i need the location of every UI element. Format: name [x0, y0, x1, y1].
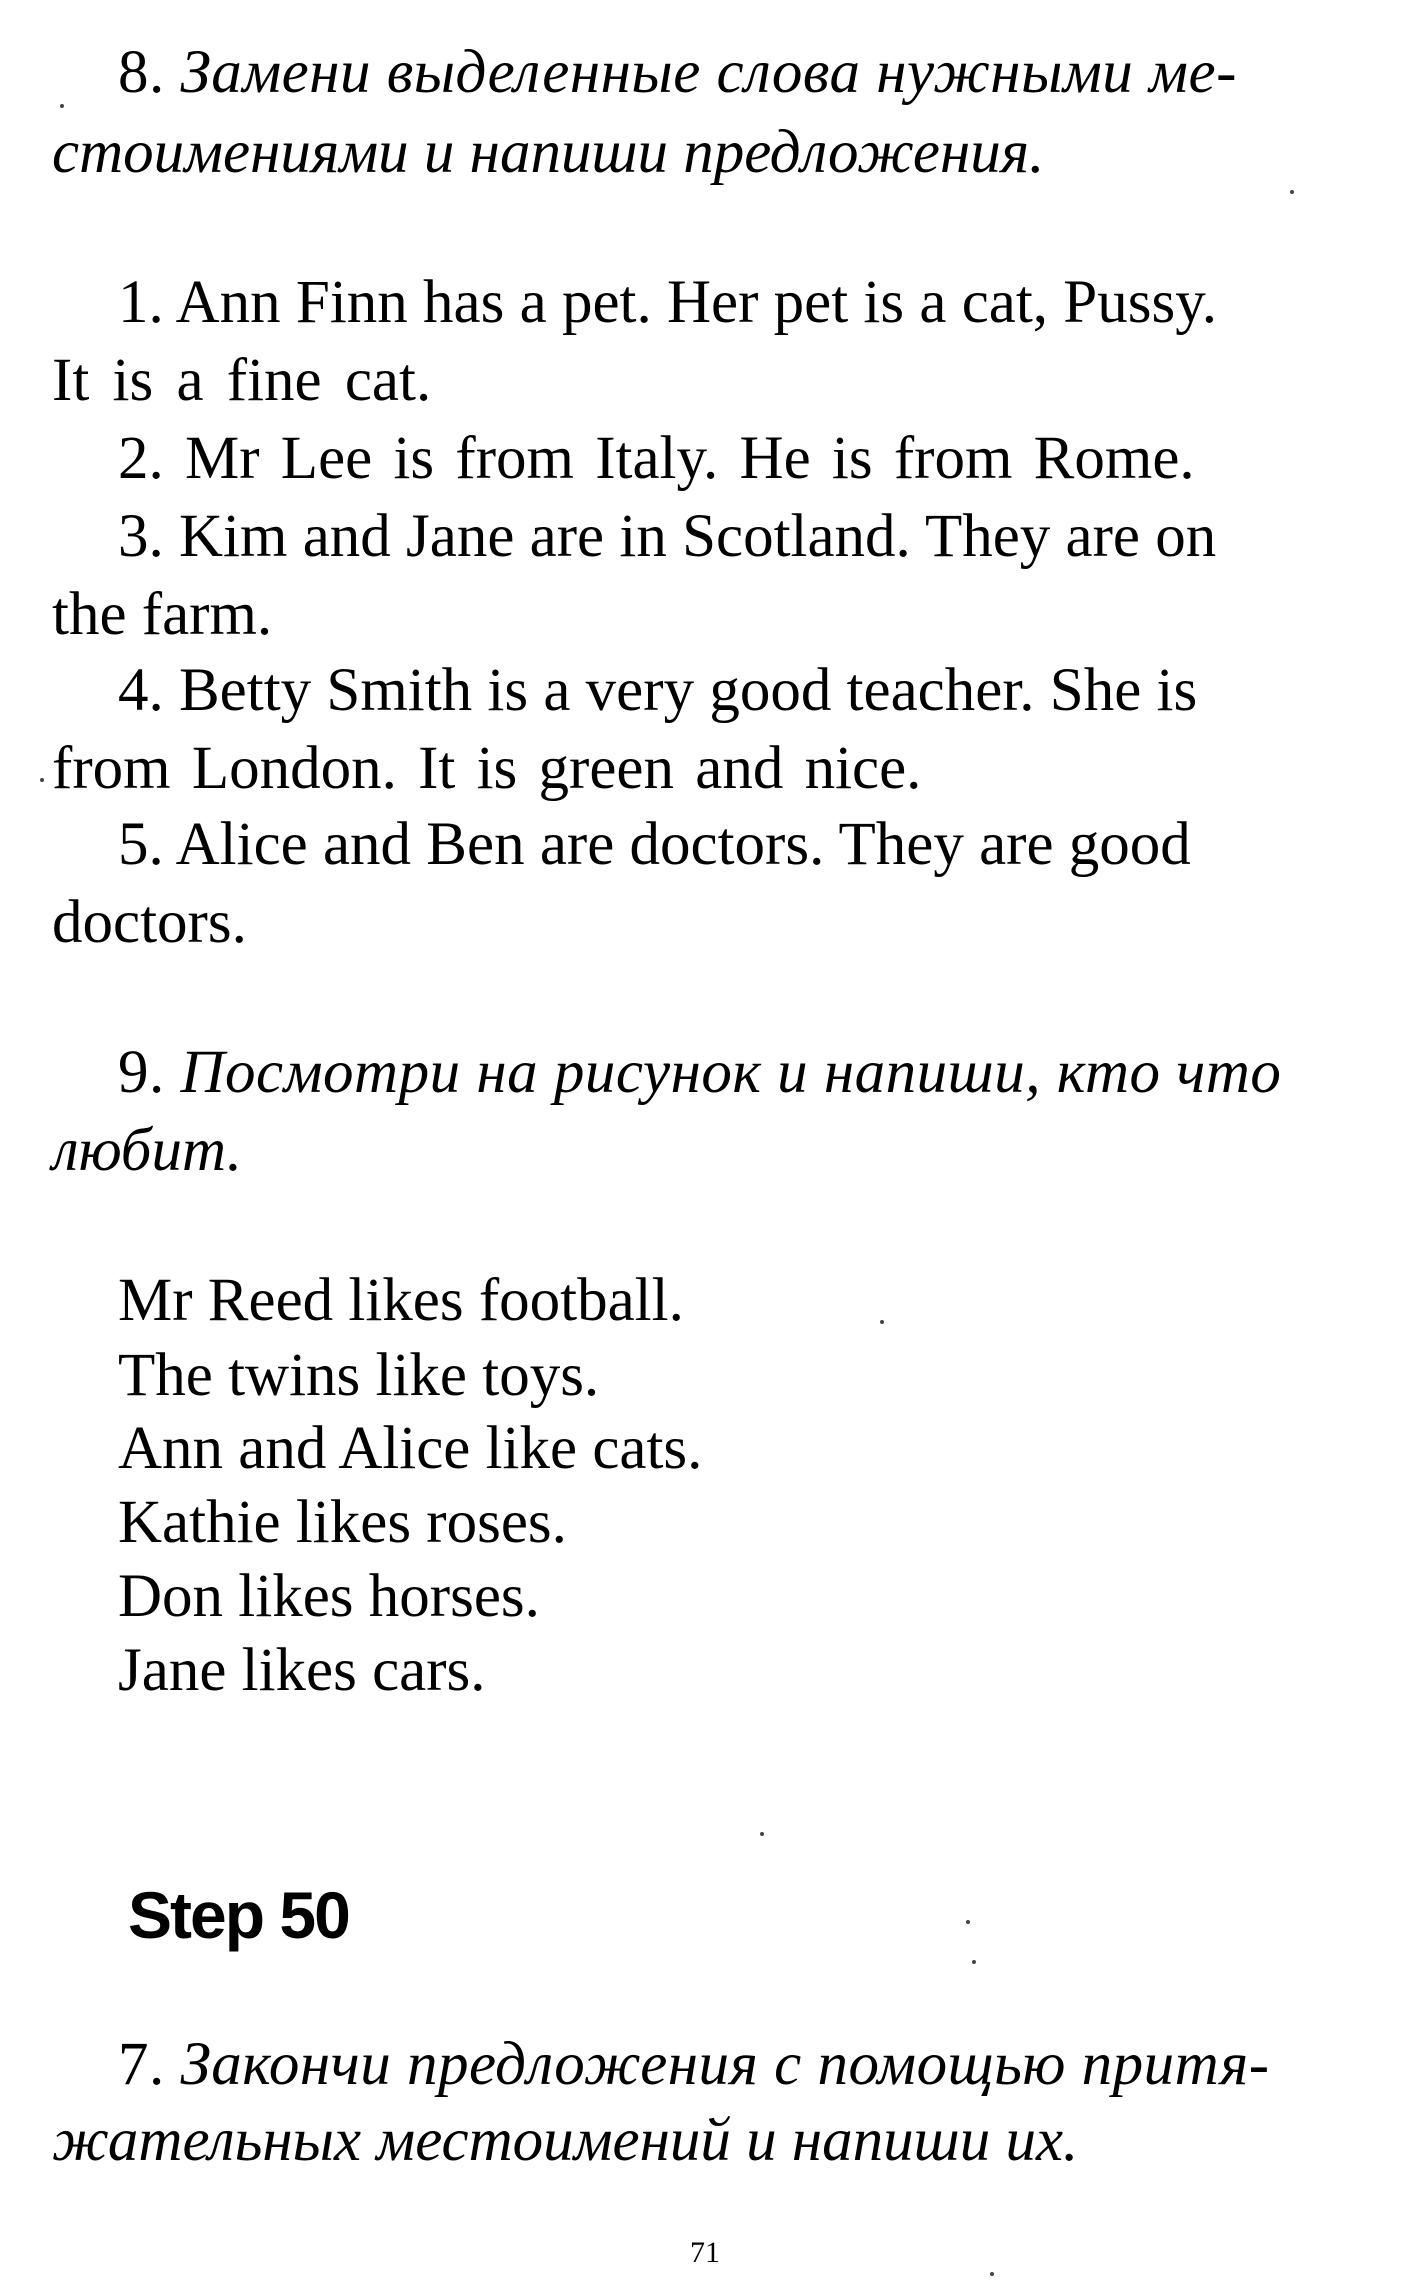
scan-speck — [990, 2272, 994, 2276]
task-9-answer-line: The twins like toys. — [118, 1342, 600, 1409]
task-8-instruction-text-cont: стоимениями и напиши предложения. — [52, 119, 1045, 186]
scan-speck — [880, 1320, 884, 1324]
task-8-sentence-line: 1. Ann Finn has a pet. Her pet is a cat, Pussy. — [118, 269, 1217, 336]
task-8-sentence-line: 5. Alice and Ben are doctors. They are good — [118, 811, 1191, 878]
task-9-answer-line: Mr Reed likes football. — [118, 1267, 684, 1334]
task-8-sentence-line: from London. It is green and nice. — [52, 735, 922, 802]
task-9-instruction-line-1 — [118, 1039, 1282, 1106]
task-8-sentence-line: 2. Mr Lee is from Italy. He is from Rome. — [118, 425, 1195, 492]
task-9-instruction-text-cont: любит. — [52, 1117, 243, 1184]
task-8-number: 8. — [118, 39, 165, 106]
scan-speck — [972, 1960, 976, 1964]
scan-speck — [60, 104, 64, 108]
task-9-number: 9. — [118, 1039, 165, 1106]
task-8-sentence-line: doctors. — [52, 889, 247, 956]
scan-speck — [1290, 190, 1294, 194]
task-7-instruction-line-1 — [118, 2031, 1270, 2098]
page-number: 71 — [690, 2236, 720, 2269]
task-7-instruction-line-2 — [52, 2107, 1079, 2174]
task-9-instruction-text: Посмотри на рисунок и напиши, кто что — [180, 1039, 1282, 1106]
task-9-answer-line: Ann and Alice like cats. — [118, 1415, 703, 1482]
task-9-answer-line: Don likes horses. — [118, 1563, 540, 1630]
task-7-number: 7. — [118, 2031, 165, 2098]
task-9-instruction-line-2 — [52, 1117, 243, 1184]
task-8-sentence-line: the farm. — [52, 581, 273, 648]
task-8-sentence-line: 3. Kim and Jane are in Scotland. They are on — [118, 503, 1217, 570]
task-8-sentence-line: It is a fine cat. — [52, 347, 432, 414]
task-7-instruction-text: Закончи предложения с помощью притя- — [180, 2031, 1270, 2098]
scan-speck — [760, 1832, 764, 1836]
task-7-instruction-text-cont: жательных местоимений и напиши их. — [52, 2107, 1079, 2174]
task-8-instruction-line-2 — [52, 119, 1045, 186]
scan-speck — [40, 778, 44, 782]
task-8-sentence-line: 4. Betty Smith is a very good teacher. She is — [118, 657, 1198, 724]
scan-speck — [966, 1920, 970, 1924]
task-8-instruction-line-1 — [118, 39, 1237, 106]
task-8-instruction-text: Замени выделенные слова нужными ме- — [180, 39, 1237, 106]
step-heading: Step 50 — [128, 1878, 349, 1952]
task-9-answer-line: Kathie likes roses. — [118, 1489, 567, 1556]
task-9-answer-line: Jane likes cars. — [118, 1637, 486, 1704]
